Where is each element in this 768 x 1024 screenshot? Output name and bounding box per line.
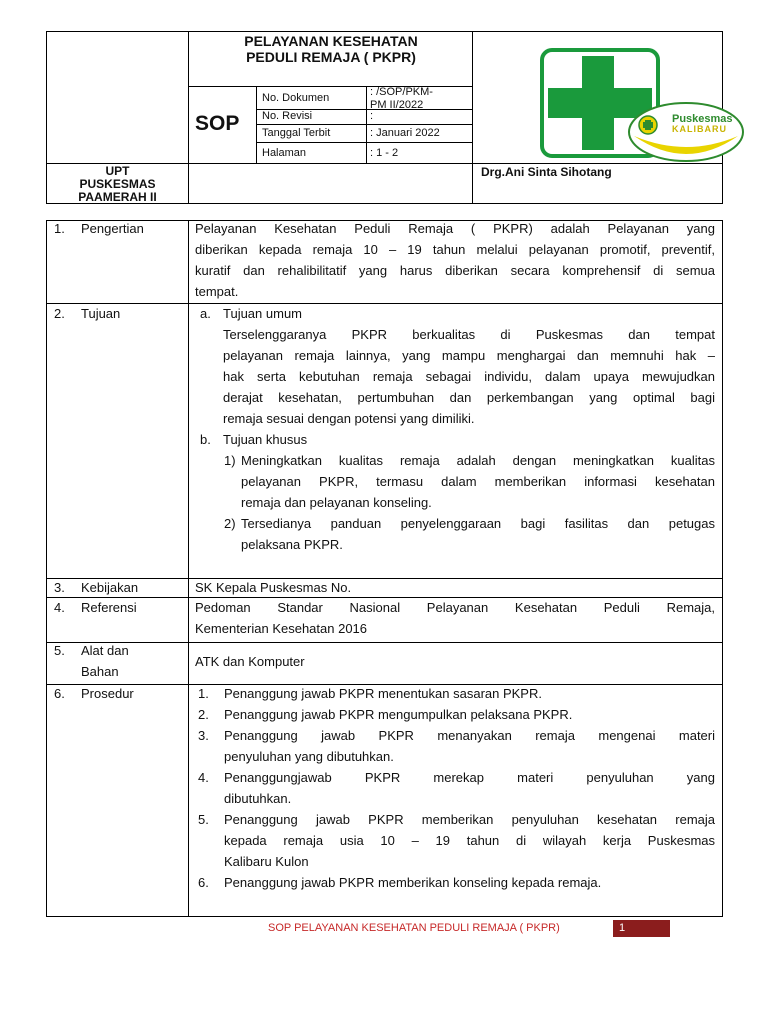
text-line: Kementerian Kesehatan 2016 xyxy=(195,621,368,636)
logo-text-line1: Puskesmas xyxy=(672,113,733,125)
document-title-line1: PELAYANAN KESEHATAN xyxy=(244,33,418,49)
list-marker: 2) xyxy=(224,516,236,531)
list-marker: 4. xyxy=(198,770,209,785)
text-line: Penanggung jawab PKPR menentukan sasaran PKPR. xyxy=(224,686,542,701)
section-label-kebijakan: Kebijakan xyxy=(81,580,139,595)
tujuan-khusus-item-1 xyxy=(241,450,715,513)
section-number-3: 3. xyxy=(54,580,65,595)
section-text-kebijakan: SK Kepala Puskesmas No. xyxy=(195,580,352,595)
section-number-5: 5. xyxy=(54,643,65,658)
meta-value-document-number-line1: : /SOP/PKM- xyxy=(370,86,433,98)
text-line: Tersedianya panduan penyelenggaraan bagi fasilitas dan petugas xyxy=(241,516,715,531)
sop-label: SOP xyxy=(195,112,240,135)
footer-title: SOP PELAYANAN KESEHATAN PEDULI REMAJA ( PKPR) xyxy=(268,922,560,934)
sub-marker-a: a. xyxy=(200,306,211,321)
meta-label-page: Halaman xyxy=(262,147,307,159)
text-line: remaja dan pelayanan konseling. xyxy=(241,495,432,510)
text-line: tempat. xyxy=(195,284,239,299)
section-number-2: 2. xyxy=(54,306,65,321)
text-line: Penanggung jawab PKPR menanyakan remaja mengenai materi xyxy=(224,728,715,743)
tujuan-umum-text xyxy=(223,324,715,429)
sub-title-tujuan-khusus: Tujuan khusus xyxy=(223,432,308,447)
meta-label-publish-date: Tanggal Terbit xyxy=(262,127,331,139)
text-line: penyuluhan yang dibutuhkan. xyxy=(224,749,394,764)
section-text-alat-bahan: ATK dan Komputer xyxy=(195,654,305,669)
section-label-tujuan: Tujuan xyxy=(81,306,121,321)
text-line: diberikan kepada remaja 10 – 19 tahun melalui pelayanan promotif, preventif, xyxy=(195,242,715,257)
text-line: pelayanan remaja lainnya, yang mampu menghargai dan memnuhi hak – xyxy=(223,348,715,363)
logo-text-line2: KALIBARU xyxy=(672,124,727,134)
meta-value-revision: : xyxy=(370,110,374,122)
text-line: hak serta kebutuhan remaja sebagai individu, dalam upaya mewujudkan xyxy=(223,369,715,384)
prosedur-item-6 xyxy=(224,872,715,893)
signatory-name: Drg.Ani Sinta Sihotang xyxy=(481,165,612,179)
text-line: Penanggung jawab PKPR memberikan penyuluhan kesehatan remaja xyxy=(224,812,715,827)
text-line: Terselenggaranya PKPR berkualitas di Puskesmas dan tempat xyxy=(223,327,715,342)
meta-value-document-number xyxy=(370,86,433,112)
text-line: derajat kesehatan, pertumbuhan dan perkembangan yang optimal bagi xyxy=(223,390,715,405)
prosedur-item-1 xyxy=(224,683,715,704)
tujuan-khusus-item-2 xyxy=(241,513,715,555)
list-marker: 1. xyxy=(198,686,209,701)
section-label-prosedur: Prosedur xyxy=(81,686,134,701)
prosedur-item-2 xyxy=(224,704,715,725)
section-number-1: 1. xyxy=(54,221,65,236)
document-title-line2: PEDULI REMAJA ( PKPR) xyxy=(246,49,416,65)
section-label-referensi: Referensi xyxy=(81,600,137,615)
unit-name-line3: PAAMERAH II xyxy=(78,190,157,204)
text-line: Meningkatkan kualitas remaja adalah dengan meningkatkan kualitas xyxy=(241,453,715,468)
section-number-6: 6. xyxy=(54,686,65,701)
list-marker: 1) xyxy=(224,453,236,468)
text-line: Penanggung jawab PKPR mengumpulkan pelaksana PKPR. xyxy=(224,707,573,722)
text-line: remaja sesuai dengan potensi yang dimiliki. xyxy=(223,411,475,426)
footer-page-number: 1 xyxy=(613,920,670,937)
logo-text xyxy=(672,114,733,134)
sub-title-tujuan-umum: Tujuan umum xyxy=(223,306,302,321)
section-label-alat-bahan-line2: Bahan xyxy=(81,664,119,679)
prosedur-item-3 xyxy=(224,725,715,767)
text-line: kuratif dan rehalibilitatif yang harus diberikan secara komprehensif di semua xyxy=(195,263,715,278)
text-line: Kalibaru Kulon xyxy=(224,854,309,869)
list-marker: 3. xyxy=(198,728,209,743)
section-label-pengertian: Pengertian xyxy=(81,221,144,236)
section-label-alat-bahan xyxy=(81,640,129,682)
meta-label-revision: No. Revisi xyxy=(262,110,313,122)
meta-value-publish-date: : Januari 2022 xyxy=(370,127,440,139)
unit-name-line1: UPT xyxy=(105,164,130,178)
text-line: kepada remaja usia 10 – 19 tahun di wilayah kerja Puskesmas xyxy=(224,833,715,848)
text-line: Pedoman Standar Nasional Pelayanan Kesehatan Peduli Remaja, xyxy=(195,600,715,615)
unit-name xyxy=(47,165,188,204)
list-marker: 6. xyxy=(198,875,209,890)
text-line: dibutuhkan. xyxy=(224,791,292,806)
sub-marker-b: b. xyxy=(200,432,211,447)
text-line: pelayanan PKPR, termasu dalam memberikan informasi kesehatan xyxy=(241,474,715,489)
document-title xyxy=(190,33,472,65)
section-text-pengertian xyxy=(195,218,715,302)
prosedur-item-4 xyxy=(224,767,715,809)
text-line: Penanggungjawab PKPR merekap materi penyuluhan yang xyxy=(224,770,715,785)
unit-name-line2: PUSKESMAS xyxy=(79,177,156,191)
meta-value-page: : 1 - 2 xyxy=(370,147,399,159)
list-marker: 5. xyxy=(198,812,209,827)
section-text-referensi xyxy=(195,597,715,639)
section-label-alat-bahan-line1: Alat dan xyxy=(81,643,129,658)
text-line: pelaksana PKPR. xyxy=(241,537,343,552)
meta-value-document-number-line2: PM II/2022 xyxy=(370,99,424,111)
text-line: Pelayanan Kesehatan Peduli Remaja ( PKPR) adalah Pelayanan yang xyxy=(195,221,715,236)
list-marker: 2. xyxy=(198,707,209,722)
text-line: Penanggung jawab PKPR memberikan konseling kepada remaja. xyxy=(224,875,602,890)
section-number-4: 4. xyxy=(54,600,65,615)
prosedur-item-5 xyxy=(224,809,715,872)
meta-label-document-number: No. Dokumen xyxy=(262,92,330,104)
